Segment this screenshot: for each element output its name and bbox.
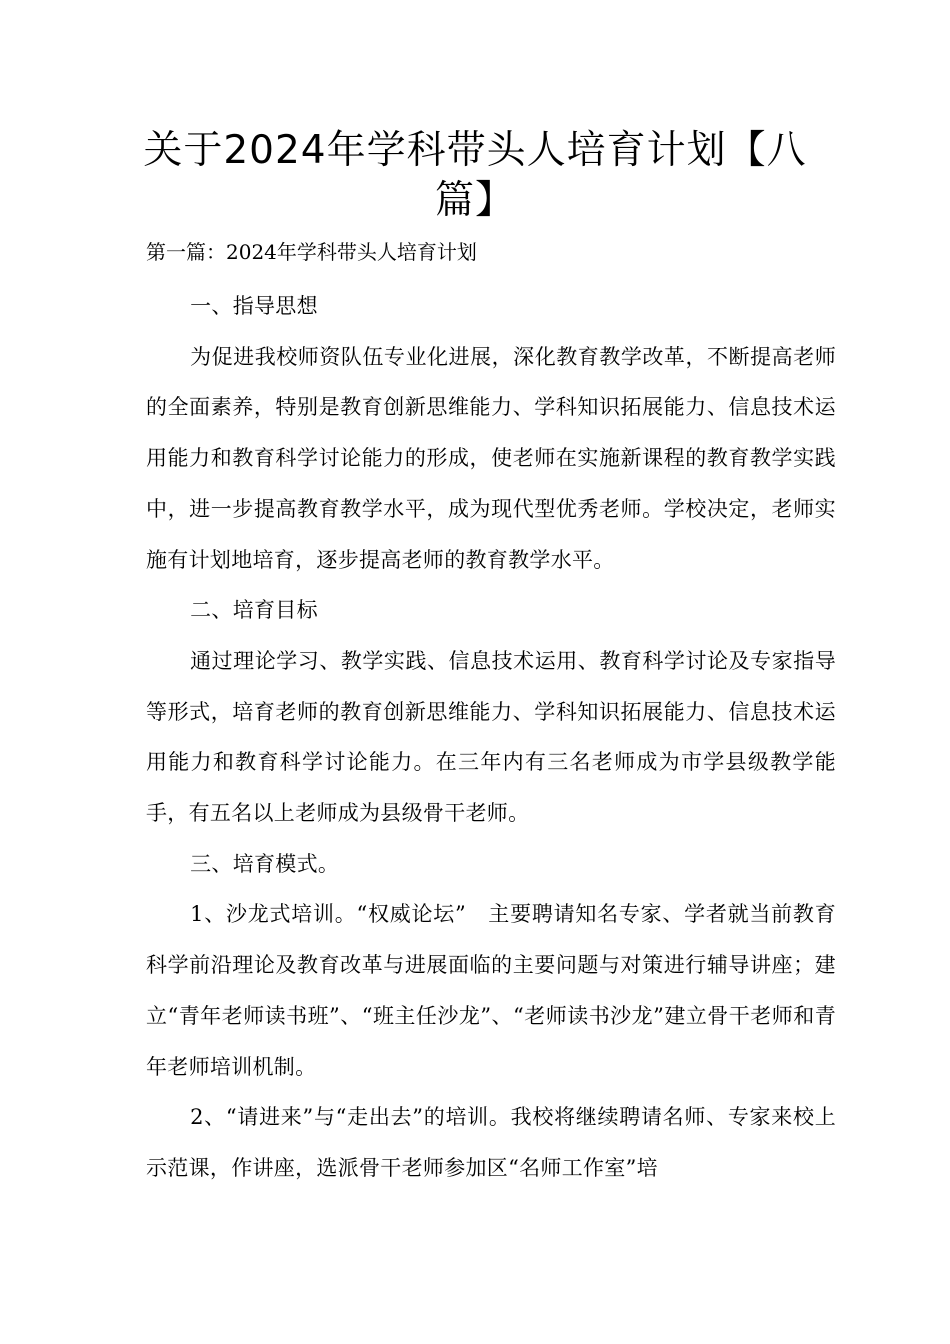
paragraph-salon-training: 1、沙龙式培训。“权威论坛” 主要聘请知名专家、学者就当前教育科学前沿理论及教育改革与进展面临的主要问题与对策进行辅导讲座；建立“青年老师读书班”、“班主任沙龙”、“老师读书沙龙”建立骨干老师和青年老师培训机制。 — [146, 902, 836, 1079]
paragraph-training-goal: 通过理论学习、教学实践、信息技术运用、教育科学讨论及专家指导等形式，培育老师的教育创新思维能力、学科知识拓展能力、信息技术运用能力和教育科学讨论能力。在三年内有三名老师成为市学县级教学能手，有五名以上老师成为县级骨干老师。 — [146, 648, 836, 826]
document-title: 关于2024年学科带头人培育计划【八篇】 — [143, 128, 807, 223]
heading-training-mode: 三、培育模式。 — [190, 851, 340, 876]
heading-training-goal: 二、培育目标 — [190, 598, 318, 623]
section-subtitle: 第一篇：2024年学科带头人培育计划 — [146, 240, 477, 264]
document-body — [146, 281, 836, 1194]
paragraph-guiding-thought: 为促进我校师资队伍专业化进展，深化教育教学改革，不断提高老师的全面素养，特别是教育创新思维能力、学科知识拓展能力、信息技术运用能力和教育科学讨论能力的形成，使老师在实施新课程的教育教学实践中，进一步提高教育教学水平，成为现代型优秀老师。学校决定，老师实施有计划地培育，逐步提高老师的教育教学水平。 — [146, 344, 836, 572]
paragraph-invite-go-out: 2、“请进来”与“走出去”的培训。我校将继续聘请名师、专家来校上示范课，作讲座，选派骨干老师参加区“名师工作室”培 — [146, 1105, 836, 1180]
heading-guiding-thought: 一、指导思想 — [190, 294, 318, 318]
